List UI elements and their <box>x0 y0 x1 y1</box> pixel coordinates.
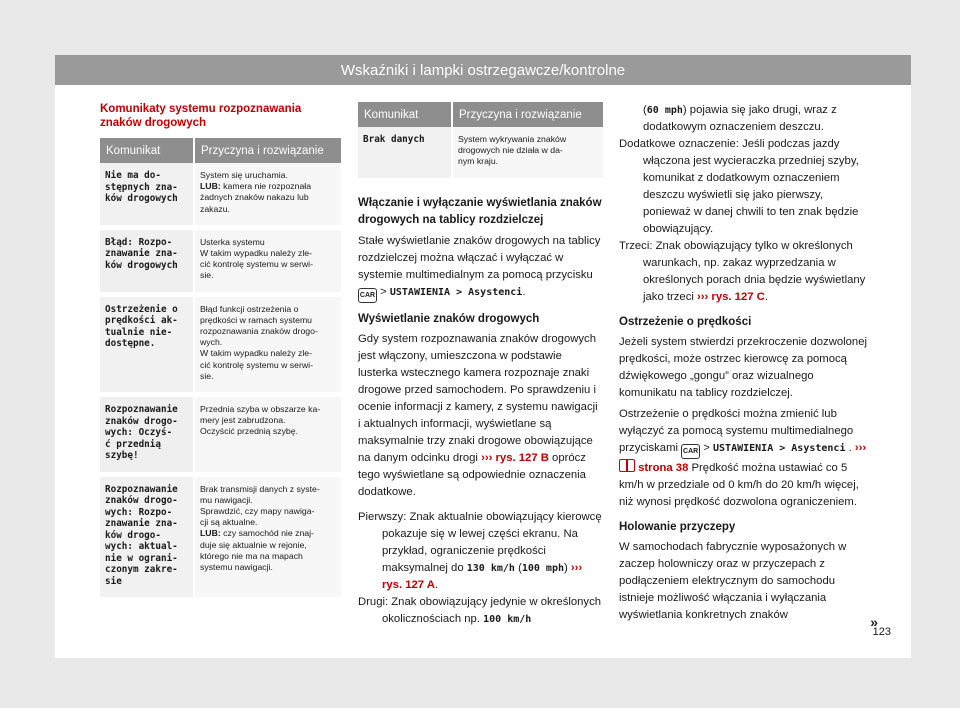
text-span: . <box>522 285 526 298</box>
table-row <box>100 294 341 394</box>
heading-speed-warning: Ostrzeżenie o prędkości <box>619 316 752 328</box>
table-header-cause: Przyczyna i rozwiązanie <box>452 102 603 127</box>
table-row <box>100 227 341 294</box>
message-cause: System wykrywania znaków drogowych nie działa w da- nym kraju. <box>452 127 603 180</box>
text-span: ( <box>514 561 522 574</box>
text-span: . <box>434 578 439 591</box>
text-span: Gdy system rozpoznawania znaków drogowych jest włączony, umieszczona w podstawie lusterka wstecznego kamera rozpoznaje znaki drogowe przed samochodem. Po sprawdzeniu i ocenie informacji z kamery, z systemu nawigacji i aktualnych informacji, wyświetlane są maksymalnie trzy znaki drogowe obowiązujące na danym odcinku drogi <box>358 332 598 464</box>
figure-reference-link[interactable]: ››› rys. 127 B <box>481 451 549 464</box>
column-right <box>619 102 869 624</box>
column-left <box>100 102 341 602</box>
cause-text: Brak transmisji danych z syste- mu nawigacji. Sprawdzić, czy mapy nawiga- cji są aktualne. <box>200 483 320 528</box>
heading-enable-display: Włączanie i wyłączanie wyświetlania znaków drogowych na tablicy rozdzielczej <box>358 196 602 226</box>
item-second-continued <box>619 102 869 136</box>
speed-value: 60 mph <box>646 105 683 116</box>
menu-path: USTAWIENIA > Asystenci <box>713 443 846 454</box>
menu-path: USTAWIENIA > Asystenci <box>389 286 523 298</box>
paragraph-speed-warning: Jeżeli system stwierdzi przekroczenie dozwolonej prędkości, może ostrzec kierowcę za pomocą dźwiękowego „gongu” oraz wizualnego komunikatu na tablicy rozdzielczej. <box>619 336 868 399</box>
text-span: > <box>700 442 714 454</box>
text-span: Pierwszy: Znak aktualnie obowiązujący kierowcę pokazuje się w lewej części ekranu. Na przykład, ograniczenie prędkości maksymalnej do <box>358 510 602 574</box>
cause-text-2: kamera nie rozpoznała żadnych znaków nakazu lub zakazu. <box>200 181 312 214</box>
book-icon <box>619 459 635 472</box>
text-span: ) <box>564 561 568 574</box>
car-button-icon: CAR <box>681 444 700 459</box>
table-row <box>100 163 341 227</box>
page-header-title: Wskaźniki i lampki ostrzegawcze/kontrolne <box>340 61 626 79</box>
table-header-message: Komunikat <box>100 138 194 163</box>
message-cause <box>194 163 341 227</box>
message-code: Nie ma do- stępnych zna- ków drogowych <box>100 163 194 227</box>
paragraph-speed-warning-settings <box>619 406 869 511</box>
table-header-cause: Przyczyna i rozwiązanie <box>194 138 341 163</box>
cause-label: LUB: <box>200 181 221 192</box>
message-code: Ostrzeżenie o prędkości ak- tualnie nie- dostępne. <box>100 294 194 394</box>
text-span: ) pojawia się jako drugi, wraz z dodatkowym oznaczeniem deszczu. <box>643 104 837 133</box>
table-header-row <box>100 138 341 163</box>
table-row <box>358 127 603 180</box>
message-code: Rozpoznawanie znaków drogo- wych: Oczyś- ć przednią szybę! <box>100 395 194 475</box>
item-second <box>358 594 603 628</box>
paragraph-enable-display <box>358 233 603 303</box>
section-title: Komunikaty systemu rozpoznawania znaków drogowych <box>100 103 302 129</box>
item-first <box>358 509 603 594</box>
figure-reference-link[interactable]: ››› rys. 127 C <box>697 291 765 303</box>
cause-text: System się uruchamia. <box>200 170 288 180</box>
message-code: Brak danych <box>358 127 452 180</box>
text-span: ( <box>643 104 647 116</box>
page-number: 123 <box>872 626 891 638</box>
message-code: Rozpoznawanie znaków drogo- wych: Rozpo- znawanie zna- ków drogo- wych: aktual- nie w ograni- czonym zakre- sie <box>100 474 194 600</box>
cause-label: LUB: <box>200 528 221 539</box>
text-span: Ostrzeżenie o prędkości można zmienić lub wyłączyć za pomocą systemu multimedialnego przyciskami <box>619 408 854 454</box>
table-row <box>100 395 341 475</box>
text-span: Prędkość można ustawiać co 5 km/h w przedziale od 0 km/h do 20 km/h więcej, niż wynosi prędkość dozwolona ograniczeniem. <box>619 462 859 508</box>
message-code: Błąd: Rozpo- znawanie zna- ków drogowych <box>100 227 194 294</box>
continue-mark: » <box>870 614 878 630</box>
page-header <box>55 55 911 85</box>
text-span: . <box>764 291 768 303</box>
page-reference-link[interactable]: strona 38 <box>635 462 689 474</box>
paragraph-display-signs <box>358 331 603 501</box>
message-cause: Błąd funkcji ostrzeżenia o prędkości w ramach systemu rozpoznawania znaków drogo- wych. W takim wypadku należy zle- cić kontrolę systemu w serwi- sie. <box>194 294 341 394</box>
car-button-icon: CAR <box>358 288 377 303</box>
figure-reference-link[interactable]: ››› rys. 127 A <box>382 561 583 591</box>
text-span: Stałe wyświetlanie znaków drogowych na tablicy rozdzielczej można włączać i wyłączać w systemie multimedialnym za pomocą przycisku <box>358 234 601 281</box>
table-header-message: Komunikat <box>358 102 452 127</box>
message-cause: Przednia szyba w obszarze ka- mery jest zabrudzona. Oczyścić przednią szybę. <box>194 395 341 475</box>
item-additional: Dodatkowe oznaczenie: Jeśli podczas jazdy włączona jest wycieraczka przedniej szyby, komunikat z dodatkowym oznaczeniem deszczu wyświetli się jako pierwszy, ponieważ w danej chwili to ten znak będzie obowiązujący. <box>619 138 859 235</box>
table-row <box>100 474 341 600</box>
item-third <box>619 238 869 306</box>
messages-table-continued <box>358 102 603 183</box>
messages-table <box>100 138 341 602</box>
heading-display-signs: Wyświetlanie znaków drogowych <box>358 312 540 325</box>
text-span: Trzeci: Znak obowiązujący tylko w określonych warunkach, np. zakaz wyprzedzania w określonych porach dnia będzie wyświetlany jako trzeci <box>619 240 866 303</box>
speed-value: 130 km/h <box>466 562 515 574</box>
text-span: . <box>845 442 855 454</box>
speed-value: 100 km/h <box>483 613 532 625</box>
heading-trailer: Holowanie przyczepy <box>619 521 736 533</box>
column-middle <box>358 102 603 628</box>
message-cause <box>194 474 341 600</box>
message-cause: Usterka systemu W takim wypadku należy zle- cić kontrolę systemu w serwi- sie. <box>194 227 341 294</box>
paragraph-trailer: W samochodach fabrycznie wyposażonych w zaczep holowniczy oraz w przyczepach z podłączeniem elektrycznym do samochodu istnieje możliwość włączania i wyłączania wyświetlania konkretnych znaków <box>619 541 847 621</box>
text-span: > <box>377 285 390 298</box>
speed-value: 100 mph <box>521 562 564 574</box>
text-span: Drugi: Znak obowiązujący jedynie w określonych okolicznościach np. <box>358 595 601 625</box>
manual-page <box>55 55 911 658</box>
page-reference-arrows[interactable]: ››› <box>854 442 867 454</box>
text-span: oprócz tego wyświetlane są odpowiednie oznaczenia dodatkowe. <box>358 451 586 498</box>
table-header-row <box>358 102 603 127</box>
cause-text-2: czy samochód nie znaj- duje się aktualnie w rejonie, którego nie ma na mapach systemu nawigacji. <box>200 528 314 572</box>
